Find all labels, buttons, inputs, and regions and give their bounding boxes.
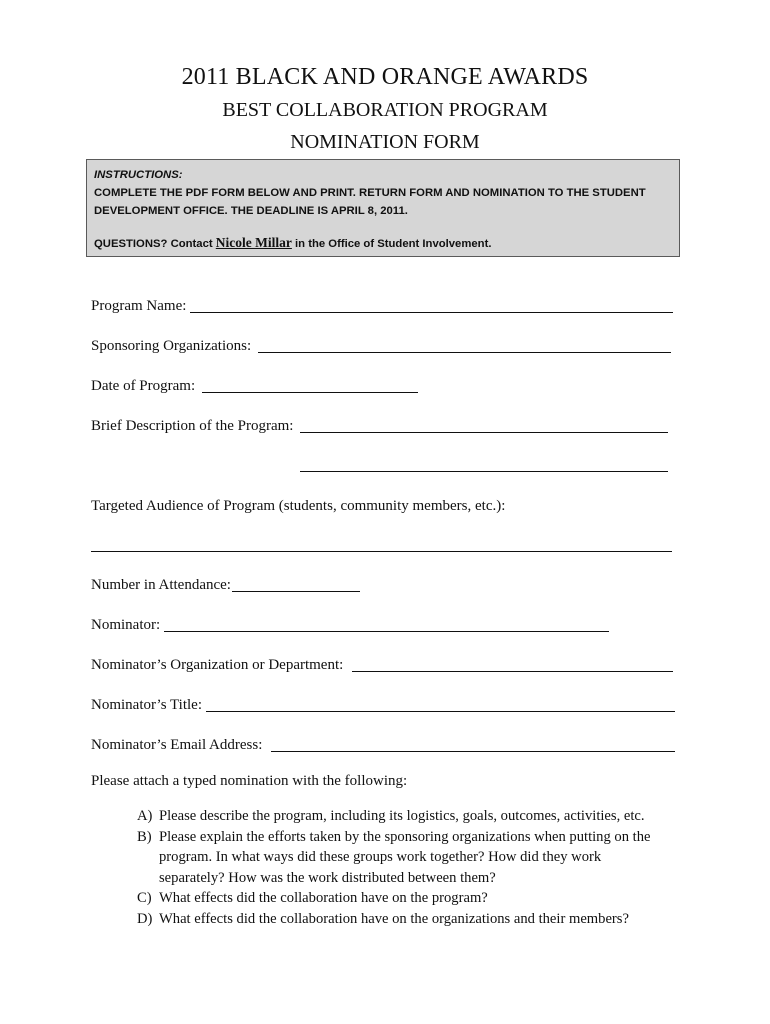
- questions-suffix: in the Office of Student Involvement.: [291, 238, 492, 250]
- program-name-label: Program Name:: [91, 298, 187, 314]
- list-item: [137, 888, 687, 909]
- instructions-line-1: COMPLETE THE PDF FORM BELOW AND PRINT. RETURN FORM AND NOMINATION TO THE STUDENT: [94, 187, 646, 199]
- form-title: 2011 BLACK AND ORANGE AWARDS: [181, 64, 589, 90]
- questions-line: [94, 234, 672, 253]
- contact-name-link[interactable]: Nicole Millar: [215, 235, 292, 250]
- list-marker: D): [137, 910, 153, 927]
- nominator-label: Nominator:: [91, 617, 161, 633]
- date-of-program-input[interactable]: [202, 392, 418, 393]
- nominator-input[interactable]: [164, 631, 609, 632]
- instructions-box: [86, 159, 680, 257]
- list-item: [137, 827, 687, 889]
- list-item: [137, 806, 687, 827]
- brief-description-input-2[interactable]: [300, 471, 668, 472]
- program-name-input[interactable]: [190, 312, 673, 313]
- list-marker: B): [137, 828, 152, 845]
- nominator-title-input[interactable]: [206, 711, 675, 712]
- form-subtitle-nomination: [0, 131, 770, 154]
- subtitle-program-text: BEST COLLABORATION PROGRAM: [222, 99, 548, 121]
- number-in-attendance-input[interactable]: [232, 591, 360, 592]
- list-item-text: separately? How was the work distributed between them?: [159, 869, 496, 886]
- attach-intro: Please attach a typed nomination with the following:: [91, 773, 408, 789]
- list-marker: C): [137, 890, 152, 906]
- list-item: [137, 909, 687, 930]
- instructions-heading: INSTRUCTIONS:: [94, 169, 183, 181]
- questions-prefix: QUESTIONS? Contact: [94, 238, 216, 250]
- brief-description-label: Brief Description of the Program:: [91, 418, 294, 434]
- instructions-line-2: DEVELOPMENT OFFICE. THE DEADLINE IS APRIL 8, 2011.: [94, 205, 408, 217]
- list-marker: A): [137, 808, 153, 824]
- sponsoring-orgs-label: Sponsoring Organizations:: [91, 338, 252, 354]
- list-item-text: Please describe the program, including its logistics, goals, outcomes, activities, etc.: [159, 808, 645, 824]
- attach-requirements-list: [137, 806, 687, 929]
- date-of-program-label: Date of Program:: [91, 378, 196, 394]
- list-item-text: program. In what ways did these groups work together? How did they work: [159, 849, 602, 865]
- nominator-org-input[interactable]: [352, 671, 673, 672]
- nominator-email-label: Nominator’s Email Address:: [91, 737, 263, 753]
- nominator-title-label: Nominator’s Title:: [91, 697, 202, 713]
- sponsoring-orgs-input[interactable]: [258, 352, 671, 353]
- targeted-audience-input[interactable]: [91, 551, 672, 552]
- number-in-attendance-label: Number in Attendance:: [91, 577, 231, 593]
- list-item-text: What effects did the collaboration have on the organizations and their members?: [159, 910, 629, 927]
- list-item-text: Please explain the efforts taken by the sponsoring organizations when putting on the: [159, 828, 651, 845]
- list-item-text: What effects did the collaboration have on the program?: [159, 890, 488, 906]
- subtitle-nomination-text: NOMINATION FORM: [290, 131, 480, 153]
- nominator-email-input[interactable]: [271, 751, 675, 752]
- form-subtitle-program: [0, 99, 770, 122]
- brief-description-input-1[interactable]: [300, 432, 668, 433]
- nominator-org-label: Nominator’s Organization or Department:: [91, 657, 344, 673]
- targeted-audience-label: Targeted Audience of Program (students, community members, etc.):: [91, 498, 506, 514]
